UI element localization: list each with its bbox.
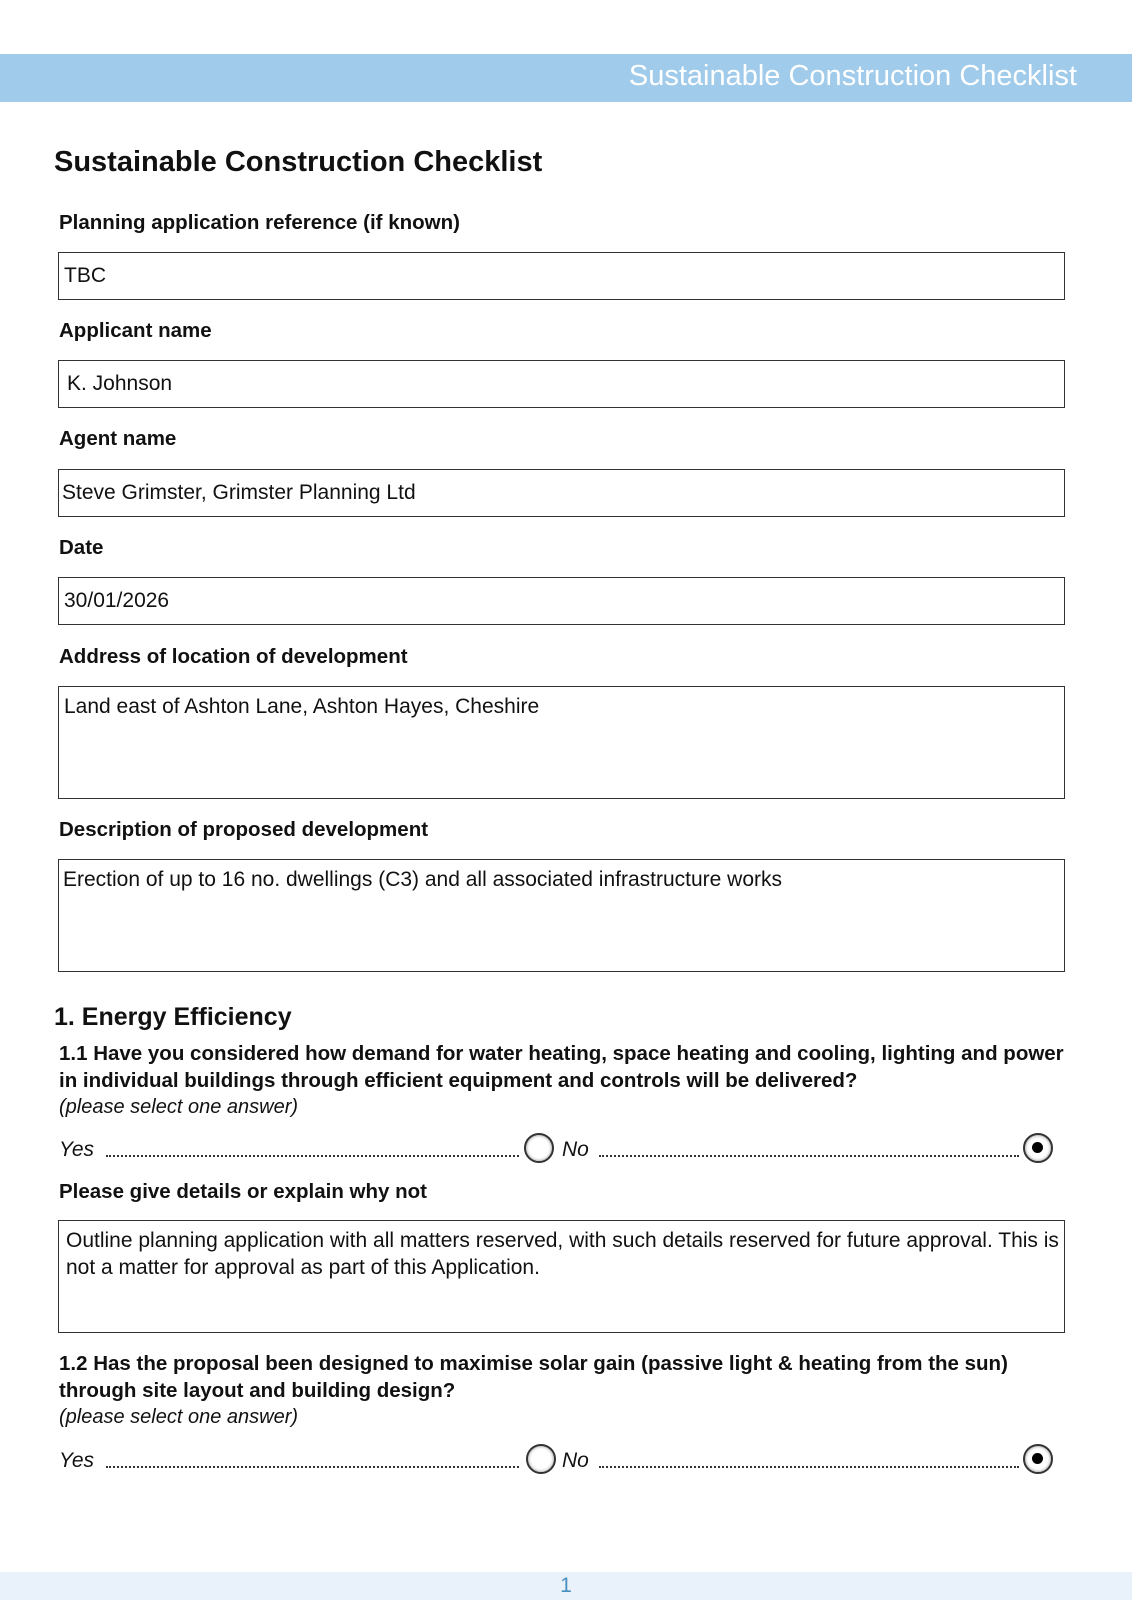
description-field[interactable]: Erection of up to 16 no. dwellings (C3) and all associated infrastructure works bbox=[58, 859, 1065, 972]
label-date: Date bbox=[59, 536, 104, 559]
dot-leader bbox=[106, 1155, 519, 1157]
question-1-2-options bbox=[59, 1444, 1059, 1478]
yes-radio[interactable] bbox=[524, 1133, 554, 1163]
no-radio-selected[interactable] bbox=[1023, 1444, 1053, 1474]
date-field[interactable]: 30/01/2026 bbox=[58, 577, 1065, 625]
address-field[interactable]: Land east of Ashton Lane, Ashton Hayes, Cheshire bbox=[58, 686, 1065, 799]
label-description: Description of proposed development bbox=[59, 818, 429, 841]
page-number: 1 bbox=[560, 1574, 572, 1597]
question-1-1-options bbox=[59, 1133, 1059, 1167]
label-address: Address of location of development bbox=[59, 645, 408, 668]
no-label: No bbox=[562, 1138, 589, 1161]
section-heading: 1. Energy Efficiency bbox=[54, 1003, 292, 1031]
label-applicant: Applicant name bbox=[59, 319, 212, 342]
no-label: No bbox=[562, 1449, 589, 1472]
details-field[interactable]: Outline planning application with all matters reserved, with such details reserved for future approval. This is not a matter for approval as part of this Application. bbox=[58, 1220, 1065, 1333]
yes-radio[interactable] bbox=[526, 1444, 556, 1474]
question-1-1: 1.1 Have you considered how demand for water heating, space heating and cooling, lighting and power in individual buildings through efficient equipment and controls will be delivered? bbox=[59, 1042, 1064, 1092]
yes-label: Yes bbox=[59, 1138, 95, 1161]
label-agent: Agent name bbox=[59, 427, 177, 450]
label-reference: Planning application reference (if known) bbox=[59, 211, 460, 234]
header-title: Sustainable Construction Checklist bbox=[628, 60, 1077, 92]
reference-field[interactable]: TBC bbox=[58, 252, 1065, 300]
yes-label: Yes bbox=[59, 1449, 95, 1472]
header-band bbox=[0, 54, 1132, 102]
dot-leader bbox=[106, 1466, 519, 1468]
question-1-2: 1.2 Has the proposal been designed to maximise solar gain (passive light & heating from the sun) through site layout and building design? bbox=[59, 1352, 1008, 1402]
footer-band bbox=[0, 1572, 1132, 1600]
page-title: Sustainable Construction Checklist bbox=[54, 146, 543, 178]
applicant-field[interactable]: K. Johnson bbox=[58, 360, 1065, 408]
agent-field[interactable]: Steve Grimster, Grimster Planning Ltd bbox=[58, 469, 1065, 517]
no-radio-selected[interactable] bbox=[1023, 1133, 1053, 1163]
dot-leader bbox=[599, 1466, 1019, 1468]
details-label: Please give details or explain why not bbox=[59, 1180, 427, 1203]
question-1-2-hint: (please select one answer) bbox=[59, 1406, 299, 1428]
dot-leader bbox=[599, 1155, 1019, 1157]
question-1-1-hint: (please select one answer) bbox=[59, 1096, 299, 1118]
